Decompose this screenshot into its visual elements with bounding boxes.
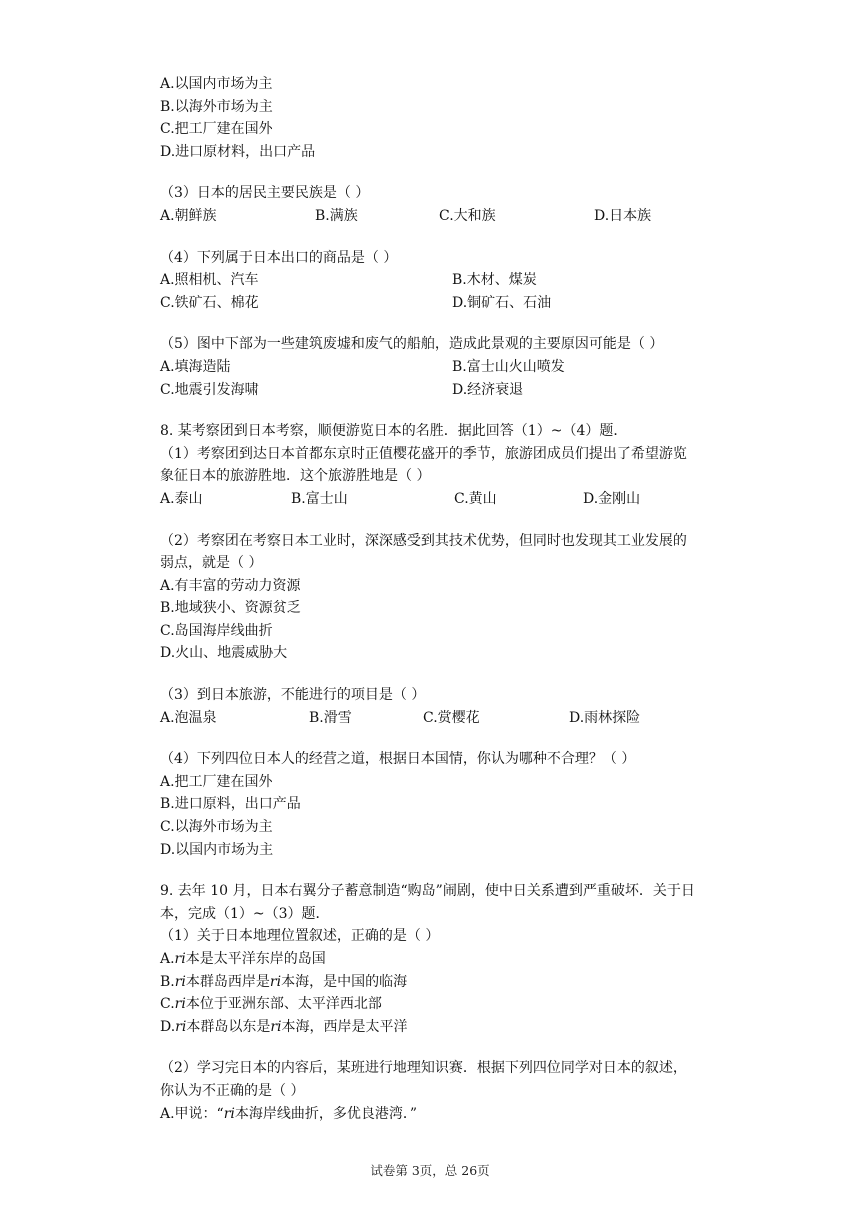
- option-c: C.赏樱花: [423, 709, 480, 726]
- option-a: A.甲说：“𝑟𝑖本海岸线曲折，多优良港湾．”: [160, 1105, 418, 1122]
- options-row: [160, 269, 740, 292]
- question-stem: （2）学习完日本的内容后，某班进行地理知识赛．根据下列四位同学对日本的叙述，: [160, 1060, 687, 1077]
- option-a: A.有丰富的劳动力资源: [160, 577, 301, 594]
- option-a: A.填海造陆: [160, 358, 231, 375]
- option-c: C.𝑟𝑖本位于亚洲东部、太平洋西北部: [160, 996, 382, 1013]
- option-b: B.木材、煤炭: [452, 272, 537, 289]
- question-stem-cont: 你认为不正确的是（ ）: [160, 1082, 305, 1099]
- question-stem: （5）图中下部为一些建筑废墟和废气的船舶，造成此景观的主要原因可能是（ ）: [160, 336, 664, 353]
- option-d: D.铜矿石、石油: [452, 294, 552, 311]
- option-c: C.大和族: [439, 207, 496, 224]
- options-row: [160, 292, 740, 315]
- option-b: B.富士山火山喷发: [452, 358, 565, 375]
- options-row: [160, 356, 740, 379]
- options-row: [160, 379, 740, 402]
- option-b: B.滑雪: [309, 709, 352, 726]
- option-c: C.地震引发海啸: [160, 381, 259, 398]
- option-d: D.火山、地震威胁大: [160, 645, 288, 662]
- option-b: B.进口原料，出口产品: [160, 796, 301, 813]
- question-stem: （2）考察团在考察日本工业时，深深感受到其技术优势，但同时也发现其工业发展的: [160, 532, 687, 549]
- options-row: [160, 205, 740, 228]
- option-c: C.把工厂建在国外: [160, 121, 273, 138]
- option-a: A.朝鲜族: [160, 207, 217, 224]
- option-d: D.𝑟𝑖本群岛以东是𝑟𝑖本海，西岸是太平洋: [160, 1018, 408, 1035]
- option-a: A.泡温泉: [160, 709, 217, 726]
- option-a: A.照相机、汽车: [160, 272, 259, 289]
- option-d: D.雨林探险: [569, 709, 641, 726]
- option-d: D.以国内市场为主: [160, 841, 274, 858]
- question-stem: （1）关于日本地理位置叙述，正确的是（ ）: [160, 928, 440, 945]
- question-intro-cont: 本，完成（1）~（3）题．: [160, 905, 330, 922]
- option-b: B.富士山: [291, 490, 348, 507]
- option-a: A.泰山: [160, 490, 203, 507]
- option-c: C.以海外市场为主: [160, 819, 273, 836]
- option-b: B.满族: [315, 207, 358, 224]
- option-b: B.地域狭小、资源贫乏: [160, 600, 301, 617]
- option-a: A.把工厂建在国外: [160, 773, 273, 790]
- option-c: C.黄山: [454, 490, 497, 507]
- question-stem-cont: 象征日本的旅游胜地．这个旅游胜地是（ ）: [160, 468, 431, 485]
- option-b: B.以海外市场为主: [160, 98, 273, 115]
- question-intro: 8. 某考察团到日本考察，顺便游览日本的名胜．据此回答（1）~（4）题．: [160, 423, 628, 440]
- option-d: D.经济衰退: [452, 381, 524, 398]
- option-d: D.进口原材料，出口产品: [160, 143, 316, 160]
- options-row: [160, 707, 740, 730]
- option-d: D.金刚山: [583, 490, 641, 507]
- page-content: [160, 73, 740, 1125]
- page-footer: 试卷第 3页，总 26页: [370, 1163, 490, 1178]
- option-a: A.𝑟𝑖本是太平洋东岸的岛国: [160, 951, 326, 967]
- options-row: [160, 488, 740, 511]
- option-b: B.𝑟𝑖本群岛西岸是𝑟𝑖本海，是中国的临海: [160, 973, 408, 990]
- question-stem: （3）日本的居民主要民族是（ ）: [160, 185, 370, 202]
- option-d: D.日本族: [594, 207, 652, 224]
- option-a: A.以国内市场为主: [160, 76, 273, 92]
- question-intro: 9. 去年 10 月，日本右翼分子蓄意制造“购岛”闹剧，使中日关系遭到严重破坏．关于日: [160, 883, 695, 900]
- question-stem: （4）下列四位日本人的经营之道，根据日本国情，你认为哪种不合理？（ ）: [160, 751, 636, 768]
- question-stem: （3）到日本旅游，不能进行的项目是（ ）: [160, 687, 426, 704]
- option-c: C.铁矿石、棉花: [160, 294, 259, 311]
- question-stem: （4）下列属于日本出口的商品是（ ）: [160, 249, 398, 266]
- question-stem-cont: 弱点，就是（ ）: [160, 555, 263, 572]
- option-c: C.岛国海岸线曲折: [160, 622, 273, 639]
- question-stem: （1）考察团到达日本首都东京时正值樱花盛开的季节，旅游团成员们提出了希望游览: [160, 445, 687, 462]
